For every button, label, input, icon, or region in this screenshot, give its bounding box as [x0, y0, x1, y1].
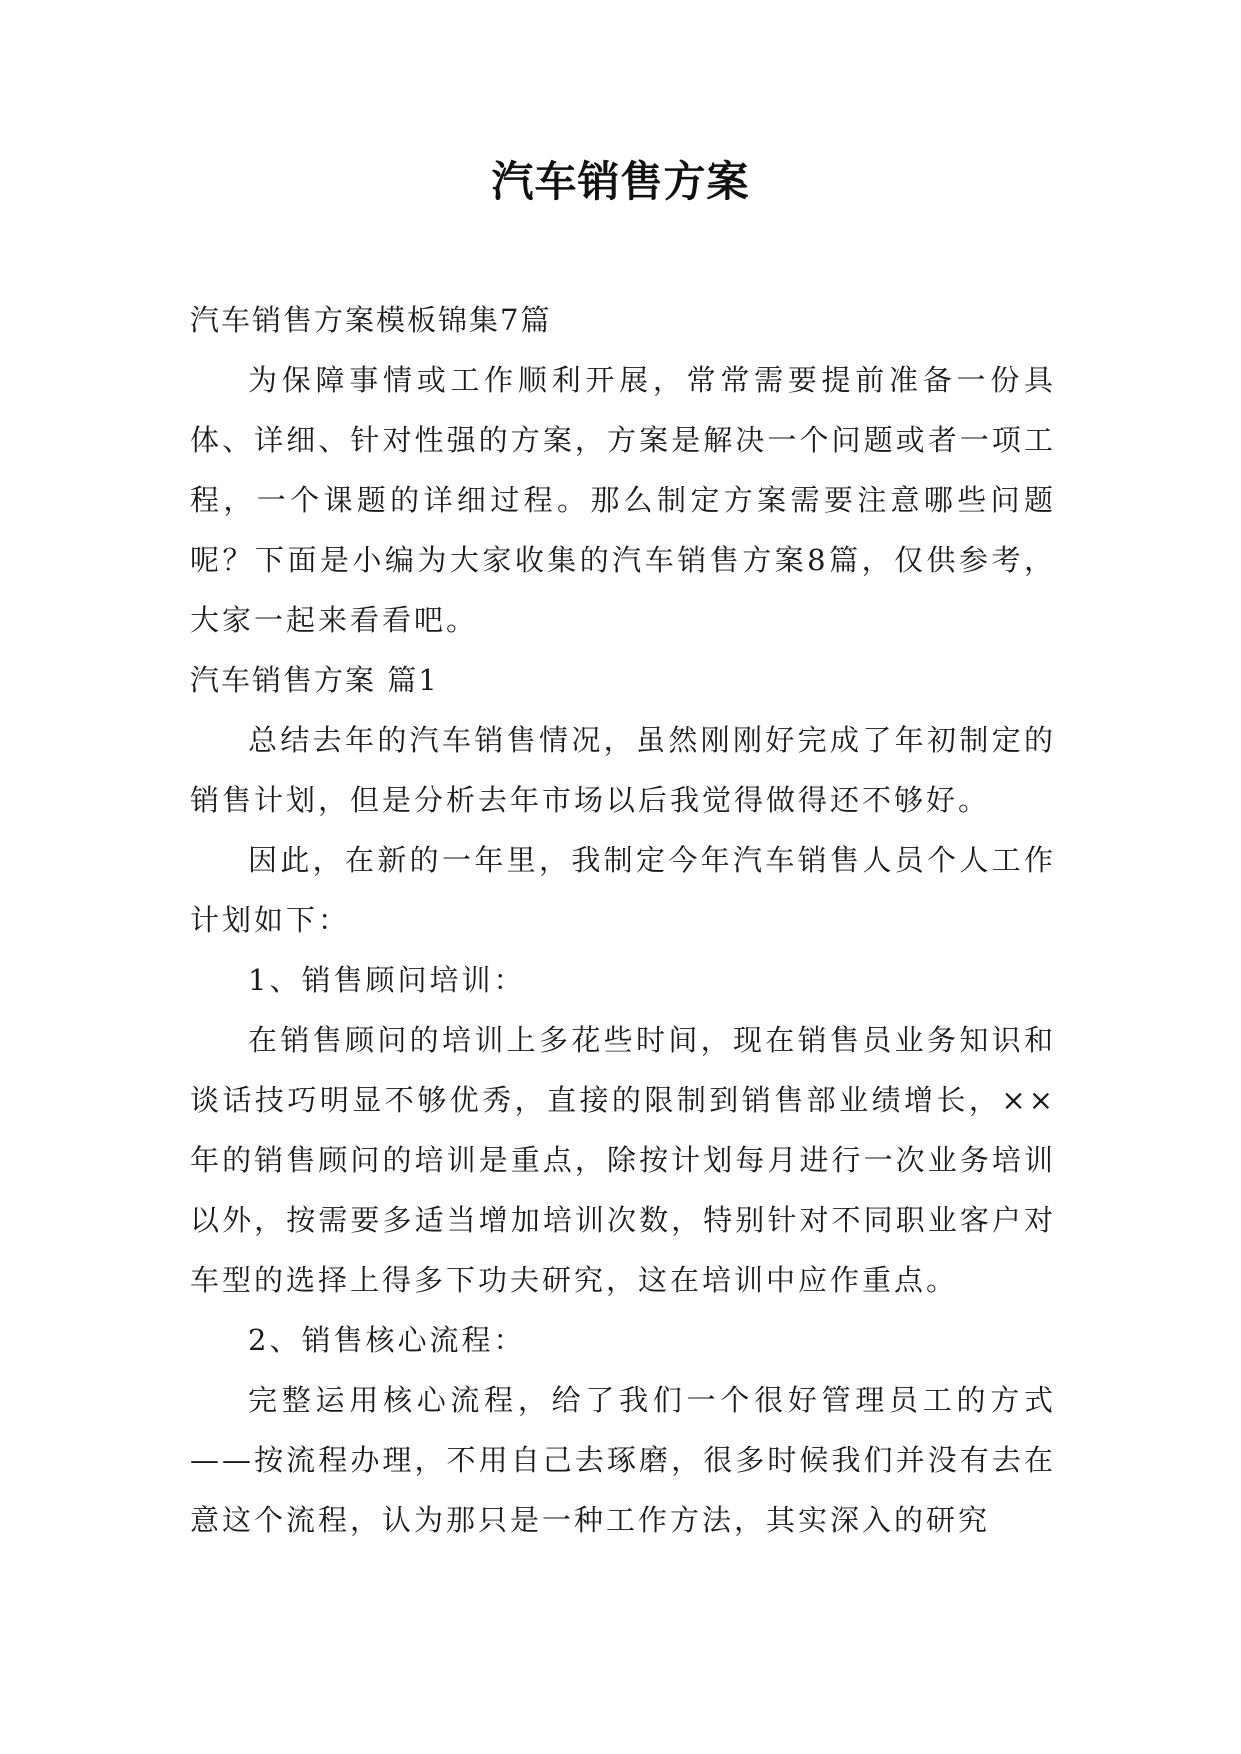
document-title: 汽车销售方案: [491, 157, 750, 206]
intro-paragraph: 为保障事情或工作顺利开展，常常需要提前准备一份具体、详细、针对性强的方案，方案是解决一个问题或者一项工程，一个课题的详细过程。那么制定方案需要注意哪些问题呢？下面是小编为大家收集的汽车销售方案8篇，仅供参考，大家一起来看看吧。: [190, 363, 1056, 637]
body-paragraph: 因此，在新的一年里，我制定今年汽车销售人员个人工作计划如下：: [190, 843, 1056, 937]
list-item-heading: 1、销售顾问培训：: [248, 963, 526, 997]
body-paragraph: 在销售顾问的培训上多花些时间，现在销售员业务知识和谈话技巧明显不够优秀，直接的限制到销售部业绩增长，××年的销售顾问的培训是重点，除按计划每月进行一次业务培训以外，按需要多适当增加培训次数，特别针对不同职业客户对车型的选择上得多下功夫研究，这在培训中应作重点。: [190, 1023, 1056, 1297]
list-item-heading: 2、销售核心流程：: [248, 1323, 526, 1357]
document-body: [190, 290, 1056, 1550]
body-paragraph: 总结去年的汽车销售情况，虽然刚刚好完成了年初制定的销售计划，但是分析去年市场以后我觉得做得还不够好。: [190, 723, 1056, 817]
document-subtitle: 汽车销售方案模板锦集7篇: [190, 303, 552, 337]
section-heading: 汽车销售方案 篇1: [190, 663, 439, 697]
body-paragraph: 完整运用核心流程，给了我们一个很好管理员工的方式——按流程办理，不用自己去琢磨，很多时候我们并没有去在意这个流程，认为那只是一种工作方法，其实深入的研究: [190, 1383, 1056, 1537]
